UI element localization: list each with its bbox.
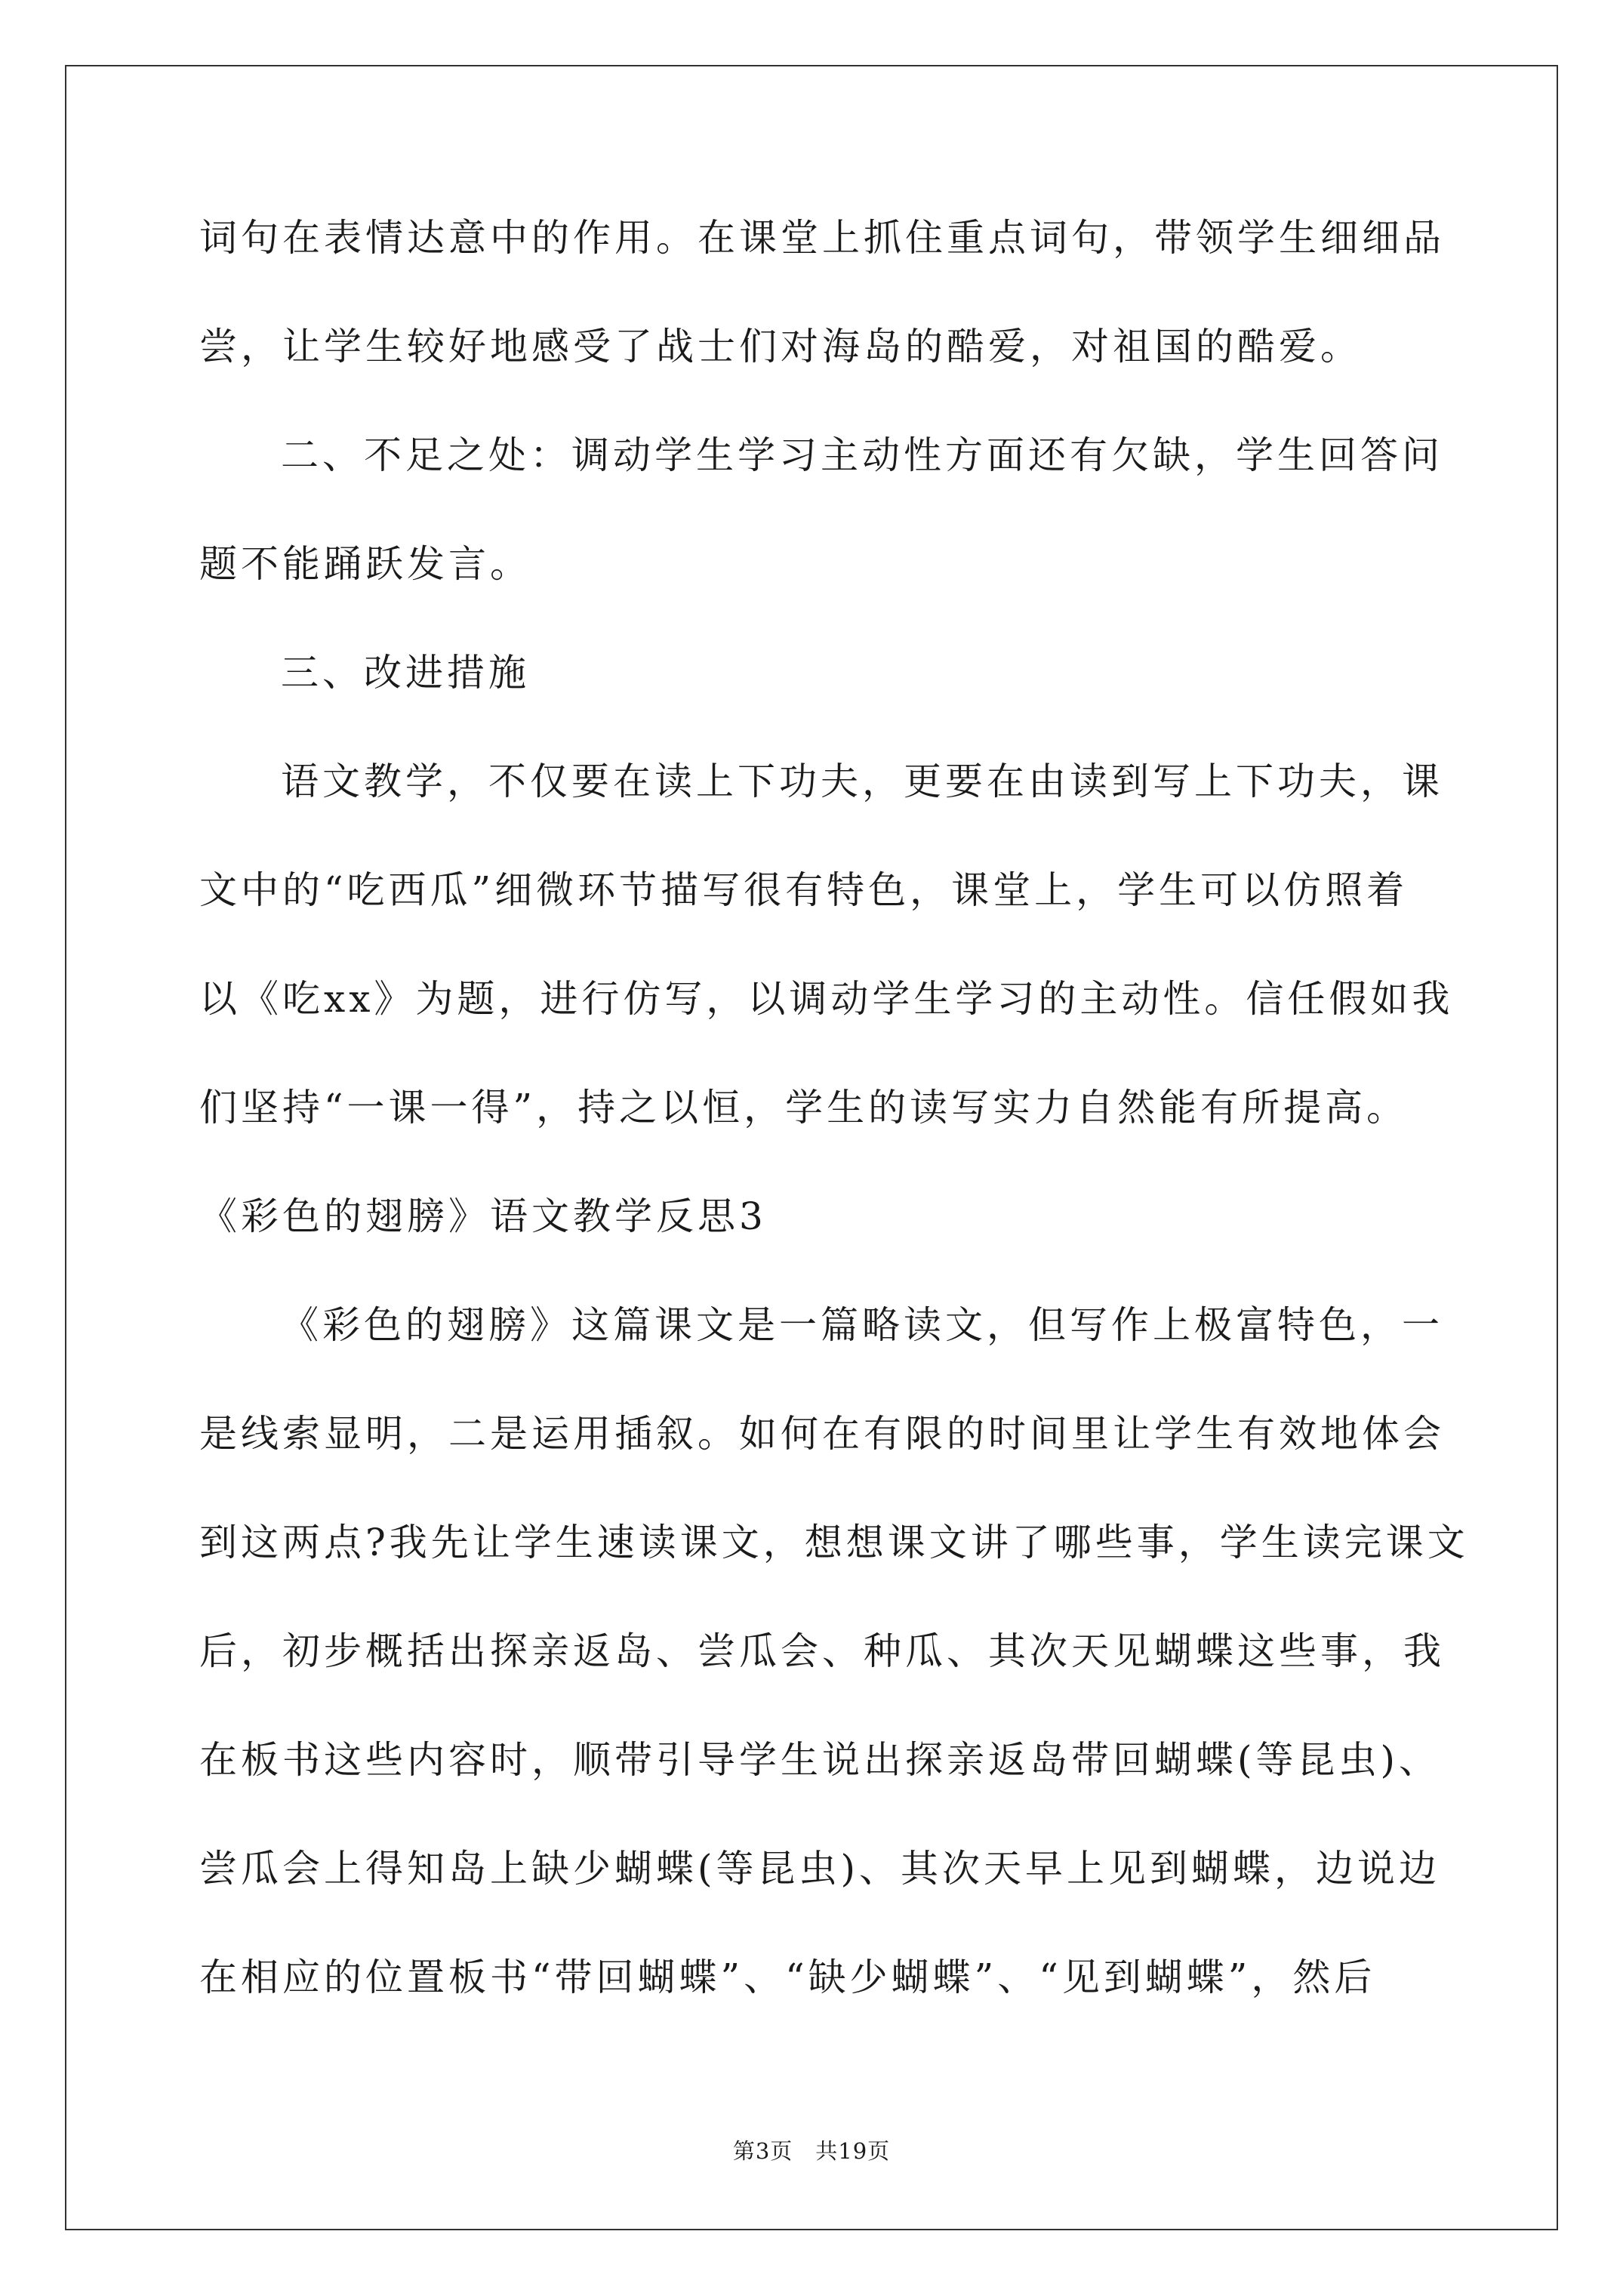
text-line: 二、不足之处：调动学生学习主动性方面还有欠缺，学生回答问	[281, 433, 1443, 477]
text-line: 后，初步概括出探亲返岛、尝瓜会、种瓜、其次天见蝴蝶这些事，我	[199, 1629, 1445, 1673]
text-line: 以《吃xx》为题，进行仿写，以调动学生学习的主动性。信任假如我	[199, 977, 1454, 1021]
text-line: 《彩色的翅膀》这篇课文是一篇略读文，但写作上极富特色，一	[281, 1303, 1443, 1347]
text-line: 们坚持“一课一得”，持之以恒，学生的读写实力自然能有所提高。	[199, 1086, 1409, 1130]
text-line: 到这两点?我先让学生速读课文，想想课文讲了哪些事，学生读完课文	[199, 1521, 1469, 1564]
text-line: 尝瓜会上得知岛上缺少蝴蝶(等昆虫)、其次天早上见到蝴蝶，边说边	[199, 1847, 1441, 1891]
page-number: 第3页 共19页	[732, 2138, 891, 2164]
section-heading: 三、改进措施	[281, 651, 530, 695]
text-line: 语文教学，不仅要在读上下功夫，更要在由读到写上下功夫，课	[281, 760, 1443, 803]
text-line: 词句在表情达意中的作用。在课堂上抓住重点词句，带领学生细细品	[199, 216, 1445, 260]
document-body	[199, 216, 1469, 2067]
text-line: 是线索显明，二是运用插叙。如何在有限的时间里让学生有效地体会	[199, 1412, 1445, 1456]
text-line: 在板书这些内容时，顺带引导学生说出探亲返岛带回蝴蝶(等昆虫)、	[199, 1738, 1441, 1782]
article-title: 《彩色的翅膀》语文教学反思3	[199, 1194, 767, 1238]
text-line: 尝，让学生较好地感受了战士们对海岛的酷爱，对祖国的酷爱。	[199, 325, 1362, 368]
text-line: 在相应的位置板书“带回蝴蝶”、“缺少蝴蝶”、“见到蝴蝶”，然后	[199, 1955, 1376, 1999]
text-line: 题不能踊跃发言。	[199, 542, 531, 586]
text-line: 文中的“吃西瓜”细微环节描写很有特色，课堂上，学生可以仿照着	[199, 868, 1409, 912]
